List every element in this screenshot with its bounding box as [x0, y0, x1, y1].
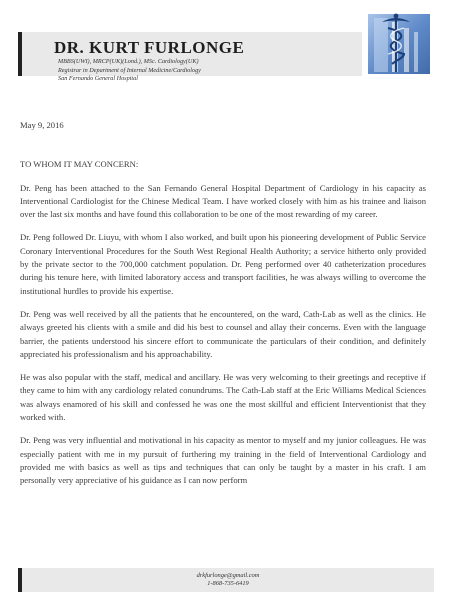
salutation: TO WHOM IT MAY CONCERN:: [20, 159, 139, 170]
letterhead: [22, 32, 362, 83]
paragraph-2: Dr. Peng followed Dr. Liuyu, with whom I also worked, and built upon his pioneering development of Public Service Coronary Interventional Procedures for the South West Regional Health Authority; a service hitherto only provided by the private sector to the 700,000 catchment population. Dr. Peng performed over 40 catheterization procedures during his tenure here, with limited laboratory access and transport facilities, he was always willing to overcome the institutional hurdles to provide his expertise.: [20, 232, 426, 296]
contact-email: drkfurlonge@gmail.com: [196, 572, 260, 579]
contact-phone: 1-868-735-6419: [207, 580, 249, 588]
contact-details: [22, 572, 434, 589]
paragraph-1: Dr. Peng has been attached to the San Fernando General Hospital Department of Cardiology in his capacity as Interventional Cardiologist for the Chinese Medical Team. I have worked closely with him as his trainee and liaison over the last six months and have found this collaboration to be one of the most rewarding of my career.: [20, 182, 426, 220]
credentials: MBBS(UWI), MRCP(UK)(Lond.), MSc. Cardiology(UK): [58, 58, 199, 65]
hospital-name: San Fernando General Hospital: [58, 75, 138, 83]
caduceus-emblem-icon: [362, 10, 434, 76]
doctor-name: DR. KURT FURLONGE: [54, 38, 245, 57]
paragraph-4: He was also popular with the staff, medical and ancillary. He was very welcoming to their greetings and receptive if they came to him with any cardiology related conundrums. The Cath-Lab staff at the Eric Williams Medical Sciences was always enamored of his skill and confessed he was one the most skillful and efficient Interventionist that they worked with.: [20, 372, 426, 423]
letter-date: May 9, 2016: [20, 120, 64, 130]
letterhead-details: [58, 58, 201, 84]
paragraph-3: Dr. Peng was well received by all the patients that he encountered, on the ward, Cath-Lab as well as the clinics. He always greeted his clients with a smile and did his best to counsel and allay their concerns. Even with the language barrier, the patients understood his sincere effort to communicate the particulars of their condition, and definitely appreciated his professionalism and his approachability.: [20, 308, 426, 359]
position-title: Registrar in Department of Internal Medicine/Cardiology: [58, 66, 201, 74]
letter-body: [20, 119, 426, 488]
footer: [22, 568, 434, 592]
paragraph-5: Dr. Peng was very influential and motivational in his capacity as mentor to myself and my junior colleagues. He was especially patient with me in my pursuit of furthering my training in the field of Interventional Cardiology and provided me with basics as well as tips and techniques that can only be taught by a master in his craft. I am personally very appreciative of his guidance as I can now perform: [20, 435, 426, 486]
